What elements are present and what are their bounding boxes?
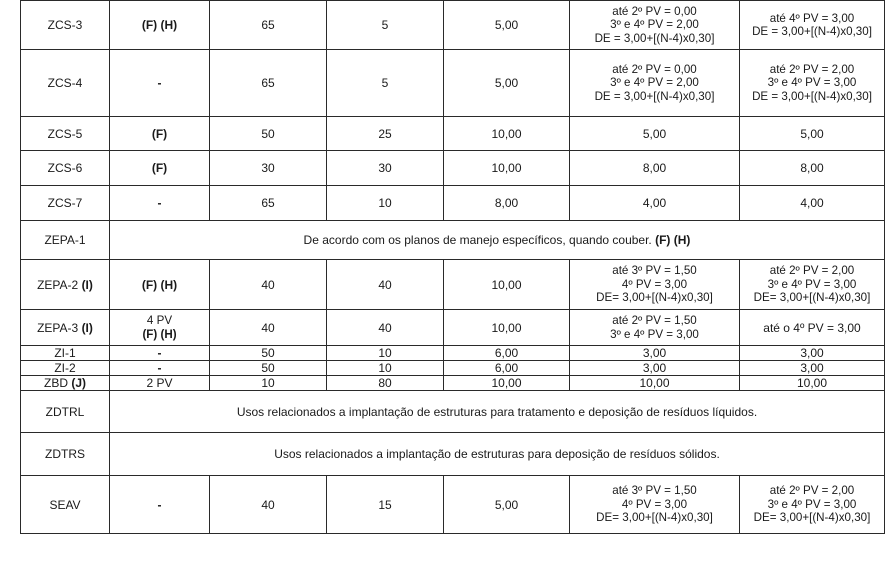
value-cell: 5,00 bbox=[444, 1, 570, 50]
table-row bbox=[21, 346, 885, 361]
setback-cell: até 2º PV = 0,00 3º e 4º PV = 2,00 DE = 3,00+[(N-4)x0,30] bbox=[570, 1, 740, 50]
setback-cell: até 2º PV = 2,00 3º e 4º PV = 3,00 DE = 3,00+[(N-4)x0,30] bbox=[740, 50, 885, 117]
zone-cell: ZEPA-3 (I) bbox=[21, 310, 110, 346]
value-cell: 5 bbox=[327, 1, 444, 50]
zone-cell: ZEPA-1 bbox=[21, 221, 110, 260]
spanning-note-cell: Usos relacionados a implantação de estruturas para tratamento e deposição de resíduos líquidos. bbox=[110, 391, 885, 433]
value-cell: 6,00 bbox=[444, 361, 570, 376]
notes-cell: - bbox=[110, 50, 210, 117]
value-cell: 10,00 bbox=[444, 310, 570, 346]
value-cell: 15 bbox=[327, 476, 444, 534]
value-cell: 10 bbox=[210, 376, 327, 391]
setback-cell: até 2º PV = 2,00 3º e 4º PV = 3,00 DE= 3,00+[(N-4)x0,30] bbox=[740, 476, 885, 534]
table-row bbox=[21, 117, 885, 151]
value-cell: 10,00 bbox=[444, 117, 570, 151]
value-cell: 5,00 bbox=[444, 50, 570, 117]
table-row bbox=[21, 376, 885, 391]
zone-cell: ZBD (J) bbox=[21, 376, 110, 391]
value-cell: 10,00 bbox=[444, 151, 570, 186]
setback-cell: até 2º PV = 2,00 3º e 4º PV = 3,00 DE= 3,00+[(N-4)x0,30] bbox=[740, 260, 885, 310]
value-cell: 40 bbox=[210, 310, 327, 346]
notes-cell: - bbox=[110, 346, 210, 361]
zone-cell: ZDTRL bbox=[21, 391, 110, 433]
setback-cell: até 2º PV = 0,00 3º e 4º PV = 2,00 DE = 3,00+[(N-4)x0,30] bbox=[570, 50, 740, 117]
table-row bbox=[21, 391, 885, 433]
value-cell: 40 bbox=[210, 476, 327, 534]
setback-cell: até 3º PV = 1,50 4º PV = 3,00 DE= 3,00+[(N-4)x0,30] bbox=[570, 260, 740, 310]
notes-cell: (F) bbox=[110, 117, 210, 151]
notes-cell: 2 PV bbox=[110, 376, 210, 391]
setback-cell: até 4º PV = 3,00 DE = 3,00+[(N-4)x0,30] bbox=[740, 1, 885, 50]
zone-cell: ZCS-3 bbox=[21, 1, 110, 50]
notes-cell: 4 PV (F) (H) bbox=[110, 310, 210, 346]
setback-cell: 3,00 bbox=[570, 361, 740, 376]
table-row bbox=[21, 50, 885, 117]
value-cell: 65 bbox=[210, 1, 327, 50]
value-cell: 10 bbox=[327, 346, 444, 361]
zone-cell: ZI-2 bbox=[21, 361, 110, 376]
setback-cell: 10,00 bbox=[570, 376, 740, 391]
value-cell: 40 bbox=[327, 310, 444, 346]
table-row bbox=[21, 361, 885, 376]
notes-cell: - bbox=[110, 476, 210, 534]
value-cell: 50 bbox=[210, 361, 327, 376]
table-row bbox=[21, 221, 885, 260]
value-cell: 65 bbox=[210, 186, 327, 221]
setback-cell: 3,00 bbox=[740, 361, 885, 376]
notes-cell: (F) bbox=[110, 151, 210, 186]
value-cell: 6,00 bbox=[444, 346, 570, 361]
table-row bbox=[21, 1, 885, 50]
value-cell: 80 bbox=[327, 376, 444, 391]
setback-cell: até 2º PV = 1,50 3º e 4º PV = 3,00 bbox=[570, 310, 740, 346]
table-row bbox=[21, 433, 885, 476]
zone-cell: ZCS-7 bbox=[21, 186, 110, 221]
value-cell: 10 bbox=[327, 186, 444, 221]
spanning-note-cell: De acordo com os planos de manejo específicos, quando couber. (F) (H) bbox=[110, 221, 885, 260]
setback-cell: 5,00 bbox=[570, 117, 740, 151]
table-row bbox=[21, 476, 885, 534]
value-cell: 25 bbox=[327, 117, 444, 151]
zone-cell: ZCS-6 bbox=[21, 151, 110, 186]
value-cell: 40 bbox=[327, 260, 444, 310]
setback-cell: 4,00 bbox=[570, 186, 740, 221]
setback-cell: 3,00 bbox=[740, 346, 885, 361]
setback-cell: 8,00 bbox=[570, 151, 740, 186]
value-cell: 50 bbox=[210, 346, 327, 361]
value-cell: 30 bbox=[327, 151, 444, 186]
notes-cell: (F) (H) bbox=[110, 1, 210, 50]
value-cell: 8,00 bbox=[444, 186, 570, 221]
table-row bbox=[21, 310, 885, 346]
zone-cell: ZEPA-2 (I) bbox=[21, 260, 110, 310]
value-cell: 10 bbox=[327, 361, 444, 376]
zone-cell: ZCS-5 bbox=[21, 117, 110, 151]
setback-cell: até o 4º PV = 3,00 bbox=[740, 310, 885, 346]
setback-cell: 10,00 bbox=[740, 376, 885, 391]
setback-cell: até 3º PV = 1,50 4º PV = 3,00 DE= 3,00+[(N-4)x0,30] bbox=[570, 476, 740, 534]
value-cell: 65 bbox=[210, 50, 327, 117]
zone-cell: SEAV bbox=[21, 476, 110, 534]
notes-cell: - bbox=[110, 361, 210, 376]
setback-cell: 5,00 bbox=[740, 117, 885, 151]
zone-cell: ZCS-4 bbox=[21, 50, 110, 117]
zone-cell: ZDTRS bbox=[21, 433, 110, 476]
value-cell: 10,00 bbox=[444, 376, 570, 391]
table-row bbox=[21, 260, 885, 310]
value-cell: 5 bbox=[327, 50, 444, 117]
setback-cell: 3,00 bbox=[570, 346, 740, 361]
zoning-parameters-table bbox=[20, 0, 885, 534]
value-cell: 10,00 bbox=[444, 260, 570, 310]
table-row bbox=[21, 151, 885, 186]
value-cell: 40 bbox=[210, 260, 327, 310]
value-cell: 30 bbox=[210, 151, 327, 186]
spanning-note-cell: Usos relacionados a implantação de estruturas para deposição de resíduos sólidos. bbox=[110, 433, 885, 476]
table-row bbox=[21, 186, 885, 221]
setback-cell: 8,00 bbox=[740, 151, 885, 186]
notes-cell: - bbox=[110, 186, 210, 221]
value-cell: 50 bbox=[210, 117, 327, 151]
setback-cell: 4,00 bbox=[740, 186, 885, 221]
notes-cell: (F) (H) bbox=[110, 260, 210, 310]
value-cell: 5,00 bbox=[444, 476, 570, 534]
zone-cell: ZI-1 bbox=[21, 346, 110, 361]
